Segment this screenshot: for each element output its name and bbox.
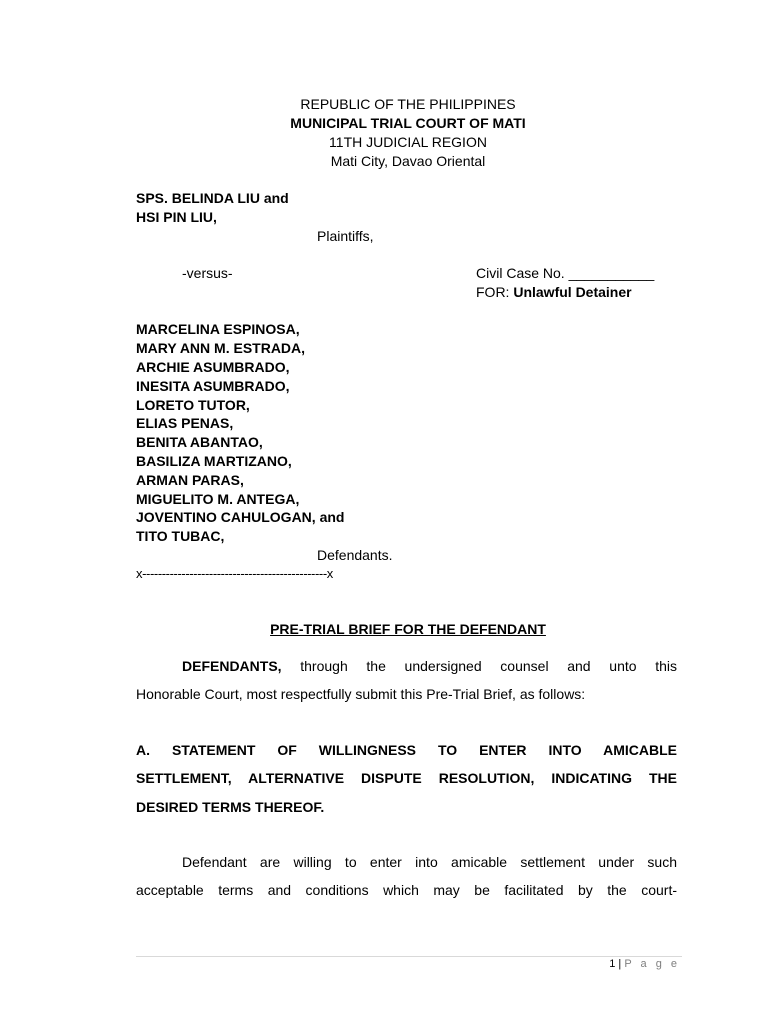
versus-label: -versus-	[182, 265, 233, 281]
defendant-name: ARMAN PARAS,	[136, 472, 244, 488]
defendant-name: LORETO TUTOR,	[136, 397, 250, 413]
body-line-2: acceptable terms and conditions which may be facilitated by the court-	[136, 882, 677, 898]
caption-court: MUNICIPAL TRIAL COURT OF MATI	[290, 115, 526, 131]
plaintiffs-role-label: Plaintiffs,	[317, 228, 374, 244]
body-line-1: Defendant are willing to enter into amicable settlement under such	[182, 854, 677, 870]
page-footer	[609, 958, 680, 970]
plaintiff-name-1: SPS. BELINDA LIU and	[136, 190, 289, 206]
section-a-heading-line-3: DESIRED TERMS THEREOF.	[136, 799, 325, 815]
defendant-name: ARCHIE ASUMBRADO,	[136, 359, 290, 375]
intro-line-1-rest: through the undersigned counsel and unto this	[300, 658, 677, 674]
intro-line-1	[182, 658, 677, 674]
section-a-heading-line-2: SETTLEMENT, ALTERNATIVE DISPUTE RESOLUTION, INDICATING THE	[136, 770, 677, 786]
case-nature	[476, 284, 632, 300]
defendant-name: TITO TUBAC,	[136, 528, 225, 544]
caption-separator: x-----------------------------------------------x	[136, 566, 333, 581]
section-a-heading-line-1: A. STATEMENT OF WILLINGNESS TO ENTER INTO AMICABLE	[136, 742, 677, 758]
defendant-name: MIGUELITO M. ANTEGA,	[136, 491, 300, 507]
case-for-value: Unlawful Detainer	[513, 284, 632, 300]
defendant-name: BASILIZA MARTIZANO,	[136, 453, 292, 469]
document-title: PRE-TRIAL BRIEF FOR THE DEFENDANT	[270, 621, 546, 637]
page-number-separator: |	[618, 958, 622, 970]
defendants-role-label: Defendants.	[317, 547, 393, 563]
plaintiff-name-2: HSI PIN LIU,	[136, 209, 217, 225]
defendant-name: BENITA ABANTAO,	[136, 434, 263, 450]
defendant-name: ELIAS PENAS,	[136, 415, 234, 431]
footer-divider	[136, 956, 682, 957]
intro-line-2: Honorable Court, most respectfully submit this Pre-Trial Brief, as follows:	[136, 686, 586, 702]
caption-republic: REPUBLIC OF THE PHILIPPINES	[300, 96, 516, 112]
defendant-name: INESITA ASUMBRADO,	[136, 378, 290, 394]
civil-case-number: Civil Case No. ___________	[476, 265, 655, 281]
defendant-name: MARCELINA ESPINOSA,	[136, 321, 300, 337]
caption-location: Mati City, Davao Oriental	[330, 153, 486, 169]
intro-lead: DEFENDANTS,	[182, 658, 282, 674]
page-word: P a g e	[624, 958, 680, 970]
case-for-label: FOR:	[476, 284, 510, 300]
page-number: 1	[609, 958, 616, 970]
defendant-name: MARY ANN M. ESTRADA,	[136, 340, 306, 356]
defendant-name: JOVENTINO CAHULOGAN, and	[136, 509, 345, 525]
caption-region: 11TH JUDICIAL REGION	[329, 134, 487, 150]
